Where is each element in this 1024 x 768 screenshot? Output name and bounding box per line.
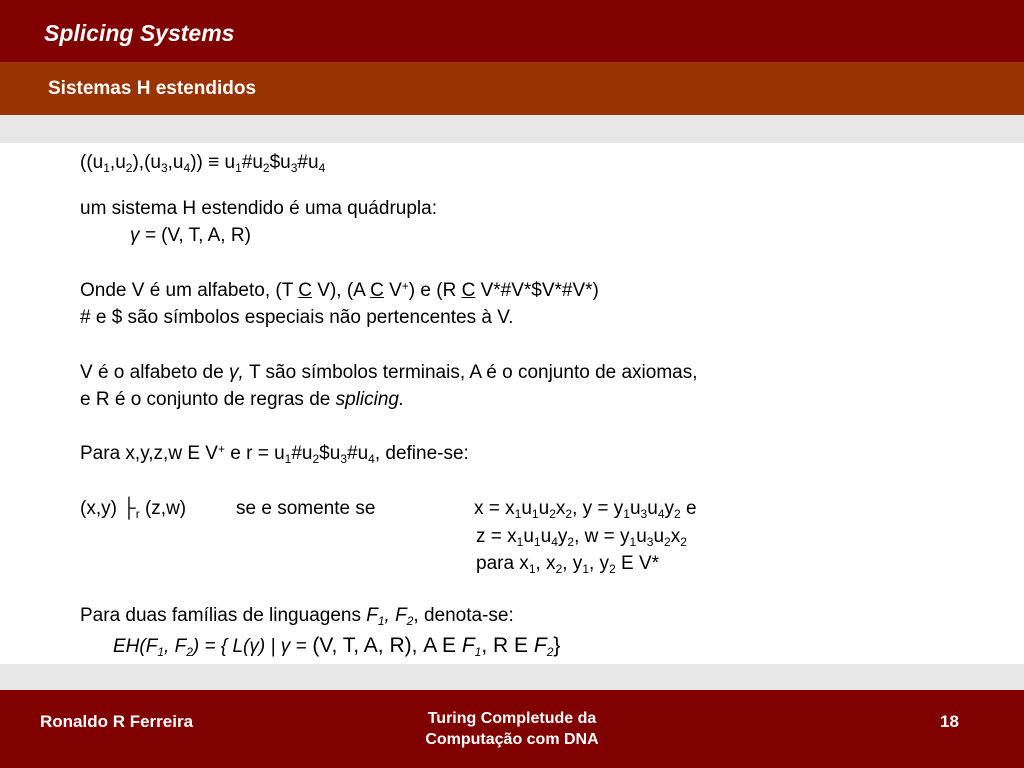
alphabet-line: Onde V é um alfabeto, (T C V), (A C V+) e (R C V*#V*$V*#V*) (80, 279, 599, 301)
title-bar (0, 0, 1024, 62)
slide-subtitle: Sistemas H estendidos (48, 78, 257, 99)
relation-iff: se e somente se (236, 498, 376, 519)
footer-author: Ronaldo R Ferreira (40, 712, 194, 731)
footer-title: Turing Completude da Computação com DNA (425, 710, 599, 748)
relation-lhs: (x,y) $├_r$ (z,w) (80, 498, 187, 521)
slide-title: Splicing Systems (44, 20, 235, 46)
rules-line: e R é o conjunto de regras de splicing. (80, 389, 405, 410)
terminals-line: V é o alfabeto de γ, T são símbolos terminais, A é o conjunto de axiomas, (80, 362, 698, 383)
footer (0, 690, 1024, 768)
relation-z-w: $z = x_1u_1u_4y_2$, $w = y_1u_3u_2x_2$ (476, 526, 687, 549)
definition-line: um sistema H estendido é uma quádrupla: (80, 198, 437, 219)
families-line: Para duas famílias de linguagens $F_1$, $F_2$, denota-se: (80, 605, 514, 628)
page-number: 18 (940, 712, 959, 731)
eh-definition: $EH(F_1$, $F_2$) = { L(γ) | γ = (V, T, A, R), A E $F_1$, R E $F_2$} (113, 634, 561, 659)
relation-x-y: $x = x_1u_1u_2x_2$, $y = y_1u_3u_4y_2$ e (474, 498, 697, 521)
top-divider (0, 115, 1024, 143)
quadruple-line: γ = (V, T, A, R) (130, 225, 251, 246)
notation-line: $((u_1,u_2),(u_3,u_4))$ ≡ $u_1\#u_2\$u_3\#u_4$ (80, 152, 326, 175)
symbols-line: # e $ são símbolos especiais não pertencentes à V. (80, 307, 514, 328)
turnstile-symbol: ├ (122, 498, 136, 519)
relation-domain: para $x_1$, $x_2$, $y_1$, $y_2$ E V* (476, 553, 660, 576)
define-line: Para x,y,z,w E V+ e $r = u_1\#u_2\$u_3\#u_4$, define-se: (80, 442, 469, 466)
subtitle-bar (0, 62, 1024, 115)
bottom-divider (0, 664, 1024, 690)
